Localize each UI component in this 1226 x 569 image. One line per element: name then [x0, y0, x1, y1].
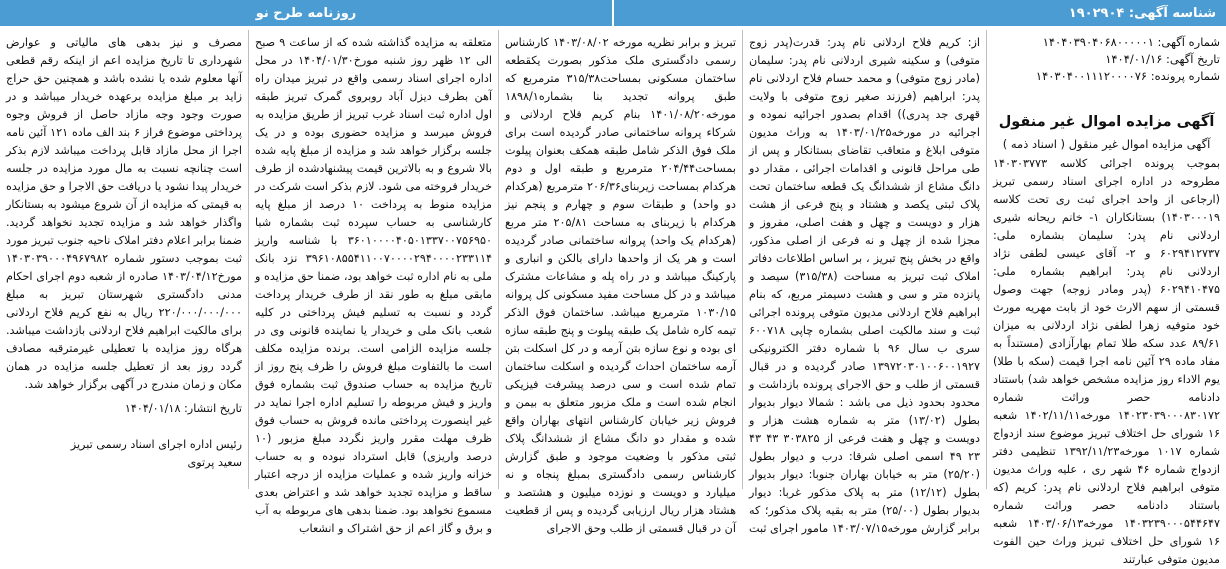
header-newspaper [0, 0, 612, 26]
notice-subtitle: آگهی مزایده اموال غیر منقول ( اسناد ذمه ) [1002, 137, 1211, 151]
header-notice-id [612, 0, 1226, 26]
notice-body-part-2: از: کریم فلاح اردلانی نام پدر: قدرت(پدر زوج متوفی) و سکینه شیری اردلانی نام پدر: سلیمان (مادر زوج متوفی) و محمد حسام فلاح اردلانی نام پدر: ابراهیم (فرزند صغیر زوج متوفی با ولایت قهری جد پدری)) اقدام بصدور اجرائیه نموده و اجرائیه در مورخه۱۴۰۳/۰۱/۲۵ به وراث مدیون متوفی ابلاغ و متعاقب تقاضای بستانکار و پس از طی مراحل قانونی و اقدامات اجرائی ، مقدار دو دانگ مشاع از ششدانگ یک قطعه ساختمان تحت پلاک ثبتی یکصد و هشتاد و پنج فرعی از هشت هزار و دویست و چهل و هفت اصلی، مفروز و مجزا شده از چهل و نه فرعی از اصلی مذکور، واقع در بخش پنج تبریز ، بر اساس اطلاعات دفاتر املاک ثبت تبریز به مساحت (۳۱۵/۳۸) سیصد و پانزده متر و سی و هشت دسیمتر مربع، که بنام ابراهیم فلاح اردلانی مدیون متوفی پرونده اجرائی ثبت و سند مالکیت اصلی بشماره چاپی ۶۰۰۷۱۸ سری ب سال ۹۶ با شماره دفتر الکترونیکی ۱۳۹۷۲۰۳۰۱۰۰۶۰۰۱۹۲۷ صادر گردیده و در قبال قسمتی از طلب و حق الاجرای پرونده بازداشت و محدود بحدود ذیل می باشد : شمالا دیوار بدیوار بطول (۱۳/۰۲) متر به شماره هشت هزار و دویست و چهل و هفت فرعی از ۳۰۳۸۲۵ ۴۳ ۴۳ ۲۳ ۴۹ اسمی اصلی شرقا: درب و دیوار بطول (۲۵/۲۰) متر به خیابان بهاران جنوبا: دیوار بدیوار بطول (۱۲/۱۲) متر به پلاک مذکور غربا: دیوار بدیوار بطول (۲۵/۰۰) متر به بقیه پلاک مذکور؛ که برابر گزارش مورخه۱۴۰۳/۰۷/۱۵ مامور اجرای ثبت [749, 36, 981, 535]
header-divider [612, 0, 614, 26]
column-3 [498, 30, 742, 535]
signature-block [6, 436, 242, 472]
newspaper-name: روزنامه طرح نو [255, 5, 357, 21]
column-4 [248, 30, 498, 535]
publish-date: تاریخ انتشار: ۱۴۰۴/۰۱/۱۸ [124, 402, 242, 415]
signature-title: رئیس اداره اجرای اسناد رسمی تبریز [70, 438, 242, 451]
notice-id-text: شناسه آگهی: ۱۹۰۲۹۰۴ [1068, 5, 1216, 21]
column-5 [0, 30, 248, 489]
notice-date: تاریخ آگهی: ۱۴۰۴/۰۱/۱۶ [1105, 52, 1220, 66]
notice-body-part-3: تبریز و برابر نظریه مورخه ۱۴۰۳/۰۸/۰۲ کارشناس رسمی دادگستری ملک مذکور بصورت یکقطعه ساختمان مسکونی بمساحت۳۱۵/۳۸ مترمربع که طبق پروانه تجدید بنا بشماره۱۸۹۸/۱ مورخه۱۴۰۱/۰۸/۲۰ بنام کریم فلاح اردلانی و شرکاء پروانه ساختمانی صادر گردیده است برای ملک فوق الذکر شامل طبقه همکف بعنوان پیلوت بمساحت۲۰۴/۴۴ مترمربع و طبقه اول و دوم هرکدام بمساحت زیربنای۲۰۶/۳۶ مترمربع (هرکدام دو واحد) و طبقات سوم و چهارم و پنجم نیز هرکدام با زیربنای به مساحت ۲۰۵/۸۱ متر مربع (هرکدام یک واحد) پروانه ساختمانی صادر گردیده است و هر یک از واحدها دارای بالکن و انباری و پارکینگ میباشد و در راه پله و مشاعات مشترک میباشد و در کل مساحت مفید مسکونی کل پروانه ۱۰۳۰/۱۵ مترمربع میباشد. ساختمان فوق الذکر تیمه کاره شامل یک طبقه پیلوت و پنج طبقه سازه ای بوده و نوع سازه بتن آرمه و در کل اسکلت بتن آرمه ساختمان احداث گردیده و اسکلت ساختمان تمام شده است و سی درصد پیشرفت فیزیکی انجام شده است و ملک مزبور متعلق به بیمن و فروش زیر خیابان کارشناس انتهای بهاران واقع شده و مقدار دو دانگ مشاع از ششدانگ پلاک ثبتی مذکور با وضعیت موجود و طبق گزارش کارشناس رسمی دادگستری بمبلغ پنجاه و نه میلیارد و دویست و نوزده میلیون و هشتصد و هشتاد هزار ریال ارزیابی گردیده و پس از قطعیت آن در قبال قسمتی از طلب وحق الاجرای [505, 36, 736, 535]
column-2 [742, 30, 986, 535]
notice-body-part-1: بموجب پرونده اجرائی کلاسه ۱۴۰۳۰۳۷۷۳ مطروحه در اداره اجرای اسناد رسمی تبریز (ارجاعی از واحد اجرای ثبت ری تحت کلاسه ۱۴۰۳۰۰۰۱۹) بستانکاران ۱- خانم ریحانه شیری اردلانی نام پدر: سلیمان بشماره ملی: ۶۰۲۹۴۱۲۷۳۷ و ۲- آقای عیسی لطفی نژاد اردلانی نام پدر: ابراهیم بشماره ملی: ۶۰۲۹۴۱۰۴۷۵ (پدر ومادر زوجه) جهت وصول قسمتی از سهم الارث خود از بابت مهریه مورث خود متوفیه زهرا لطفی نژاد اردلانی به میزان ۸۹/۶۱ عدد سکه طلا تمام بهارآزادی (مستنداً به مفاد ماده ۲۹ آئین نامه اجرا قیمت (سکه با طلا) یوم الاداء روز مزایده مشخص خواهد شد) باستناد دادنامه حصر وراثت شماره ۱۴۰۲۳۰۳۹۰۰۰۸۳۰۱۷۲ مورخه۱۴۰۲/۱۱/۱۱ شعبه ۱۶ شورای حل اختلاف تبریز موضوع سند ازدواج شماره ۱۰۱۷ مورخه۱۳۹۲/۱۱/۲۳ تنظیمی دفتر ازدواج شماره ۴۶ شهر ری ، علیه وراث مدیون متوفی ابراهیم فلاح اردلانی نام پدر: کریم (که باستناد دادنامه حصر وراثت شماره ۱۴۰۳۲۳۹۰۰۰۵۴۴۶۴۷ مورخه۱۴۰۳/۰۶/۱۳ شعبه ۱۶ شورای حل اختلاف تبریز وراث حین الفوت مدیون متوفی عبارتند [993, 157, 1221, 566]
notice-body-part-4: متعلقه به مزایده گذاشته شده که از ساعت ۹ صبح الی ۱۲ ظهر روز شنبه مورخ۱۴۰۴/۰۱/۳۰ در محل اداره اجرای اسناد رسمی واقع در تبریز میدان راه آهن بطرف دیزل آباد روبروی گمرک تبریز طبقه اول اداره ثبت اسناد غرب تبریز از طریق مزایده به فروش میرسد و مزایده حضوری بوده و در یک جلسه برگزار خواهد شد و مزایده از مبلغ پایه شده بالا شروع و به بالاترین قیمت پیشنهادشده از طرف خریدار فروخته می شود. لازم بذکر است شرکت در مزایده منوط به پرداخت ۱۰ درصد از مبلغ پایه کارشناسی به حساب سپرده ثبت بشماره شبا ۳۶۰۱۰۰۰۰۴۰۵۰۱۳۳۷۰۰۷۵۶۹۵۰ با شناسه واریز ۳۹۶۱۰۸۵۵۴۱۱۰۰۷۰۰۰۰۲۹۴۰۰۰۰۲۳۳۱۱۴ نزد بانک ملی به نام اداره ثبت خواهد بود، ضمنا حق مزایده و مابقی مبلغ به طور نقد از طرف خریدار پرداخت گردد و نسبت به تسلیم فیش پرداختی در کلیه شعب بانک ملی و خریدار یا نماینده قانونی وی در جلسه مزایده الزامی است. برنده مزایده مکلف است ما بالتفاوت مبلغ فروش را ظرف پنج روز از تاریخ مزایده به حساب صندوق ثبت بشماره فوق واریز و فیش مربوطه را تسلیم اداره اجرا نماید در غیر اینصورت پرداختی مانده فروش به حساب فوق ظرف مهلت مقرر واریز نگردد مبلغ مزبور (۱۰ درصد واریزی) قابل استرداد نبوده و به حساب خزانه واریز شده و عملیات مزایده از درجه اعتبار ساقط و مزایده تجدید خواهد شد و اعتراض بعدی مسموع نخواهد بود. ضمنا بدهی های مربوطه به آب و برق و گاز اعم از حق اشتراک و انشعاب [255, 36, 493, 535]
notice-columns [0, 30, 1226, 566]
notice-number: شماره آگهی: ۱۴۰۴۰۳۹۰۴۰۶۸۰۰۰۰۰۱ [1042, 35, 1220, 49]
column-1 [986, 30, 1226, 566]
header-bar [0, 0, 1226, 26]
notice-title: آگهی مزایده اموال غیر منقول [998, 114, 1215, 130]
notice-body-part-5: مصرف و نیز بدهی های مالیاتی و عوارض شهرداری تا تاریخ مزایده اعم از اینکه رقم قطعی آنها معلوم شده یا نشده باشد و همچنین حق حراج زاید بر مبلغ مزایده برعهده خریدار میباشد و در صورت وجود وجه مازاد حاصل از فروش وجوه پرداختی موضوع فراز ۶ بند الف ماده ۱۲۱ آئین نامه اجرا از محل مازاد قابل پرداخت میباشد لازم بذکر است چنانچه نسبت به مال مورد مزایده در جلسه خریدار پیدا نشود یا دریافت حق الاجرا و حق مزایده به قیمتی که مزایده از آن شروع میشود به بستانکار واگذار خواهد شد و مزایده تجدید نخواهد گردید. ضمنا برابر اعلام دفتر املاک ناحیه جنوب تبریز مورد ثبت بموجب دستور شماره ۱۴۰۳۰۳۹۰۰۰۴۹۶۷۹۸۲ مورخ۱۴۰۳/۰۴/۱۲ صادره از شعبه دوم اجرای احکام مدنی دادگستری شهرستان تبریز به مبلغ ۲۲۰/۰۰۰/۰۰۰/۰۰۰ ریال به نفع کریم فلاح اردلانی برای مالکیت ابراهیم فلاح اردلانی بازداشت میباشد. هرگاه روز مزایده با تعطیلی غیرمترقبه مصادف گردد روز بعد از تعطیل جلسه مزایده در همان مکان و زمان مندرج در آگهی برگزار خواهد شد. [6, 36, 242, 391]
file-number: شماره پرونده: ۱۴۰۳۰۴۰۰۱۱۱۲۰۰۰۰۷۶ [1035, 69, 1220, 83]
signature-name: سعید پرتوی [187, 456, 242, 469]
